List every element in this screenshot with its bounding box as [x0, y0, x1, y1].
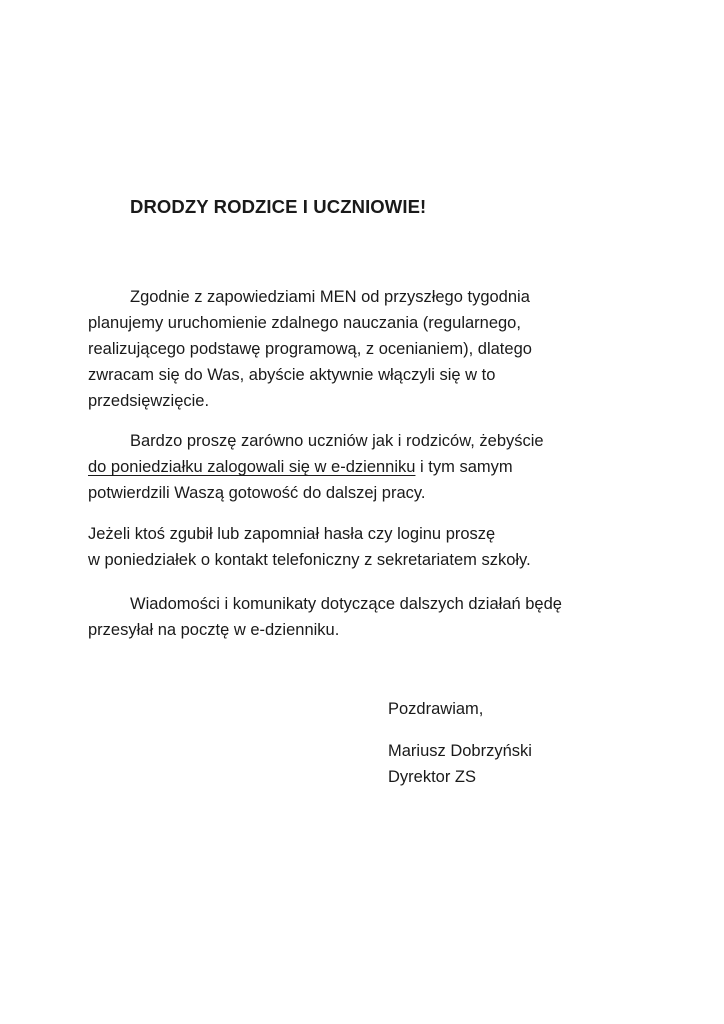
paragraph-line: realizującego podstawę programową, z ocenianiem), dlatego — [88, 340, 532, 358]
closing-greeting: Pozdrawiam, — [388, 700, 484, 718]
paragraph-line: przesyłał na pocztę w e-dzienniku. — [88, 621, 340, 639]
paragraph-login-request — [88, 428, 637, 506]
paragraph-line-rest: i tym samym — [415, 458, 513, 476]
paragraph-line: potwierdzili Waszą gotowość do dalszej pracy. — [88, 484, 426, 502]
paragraph-line: Bardzo proszę zarówno uczniów jak i rodziców, żebyście — [130, 432, 544, 450]
document-heading: DRODZY RODZICE I UCZNIOWIE! — [130, 196, 427, 217]
signature-title: Dyrektor ZS — [388, 768, 477, 786]
paragraph-messages — [88, 591, 637, 643]
underlined-login-deadline: do poniedziałku zalogowali się w e-dzienniku — [88, 458, 416, 476]
paragraph-line: planujemy uruchomienie zdalnego nauczania (regularnego, — [88, 314, 521, 332]
paragraph-remote-learning — [88, 284, 637, 414]
paragraph-line: Wiadomości i komunikaty dotyczące dalszych działań będę — [130, 595, 562, 613]
paragraph-line — [88, 454, 637, 480]
paragraph-line: zwracam się do Was, abyście aktywnie włączyli się w to — [88, 366, 496, 384]
paragraph-lost-password — [88, 521, 637, 573]
paragraph-line: przedsięwzięcie. — [88, 392, 210, 410]
signature-name: Mariusz Dobrzyński — [388, 742, 532, 760]
paragraph-line: Jeżeli ktoś zgubił lub zapomniał hasła czy loginu proszę — [88, 525, 496, 543]
paragraph-line: Zgodnie z zapowiedziami MEN od przyszłego tygodnia — [130, 288, 530, 306]
paragraph-line: w poniedziałek o kontakt telefoniczny z sekretariatem szkoły. — [88, 551, 531, 569]
